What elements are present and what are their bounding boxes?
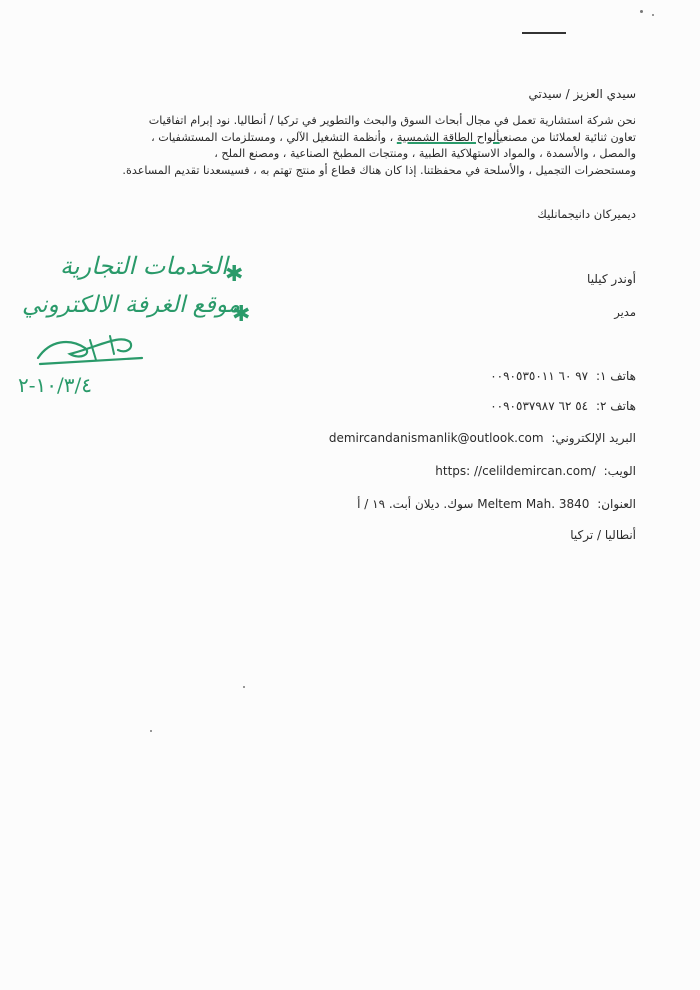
body-line: والمصل ، والأسمدة ، والمواد الاستهلاكية الطبية ، ومنتجات المطبخ الصناعية ، ومصنع الملح ، [214, 147, 636, 160]
handwritten-date: ١٠/٣/٤-٢ [18, 373, 92, 397]
body-line-part: تعاون ثنائية لعملائنا من مصنعي [499, 130, 636, 144]
asterisk-icon: ✱ [225, 262, 244, 287]
address-arabic: سوك. ديلان أبت. ١٩ / أ [357, 497, 474, 511]
web-value[interactable]: https: //celildemircan.com/ [435, 464, 596, 478]
underlined-phrase: ألواح الطاقة الشمسية [396, 130, 500, 144]
phone-2-value: ٥٤ ٦٢ ٠٠٩٠٥٣٧٩٨٧ [490, 399, 589, 413]
email-label: البريد الإلكتروني: [551, 431, 636, 445]
handwritten-signature [30, 330, 150, 370]
salutation: سيدي العزيز / سيدتي [528, 87, 636, 101]
body-line-part: ، وأنظمة التشغيل الآلي ، ومستلزمات المستشفيات ، [151, 130, 394, 144]
handwritten-note-1: الخدمات التجارية [60, 252, 228, 280]
handwritten-note-2: موقع الغرفة الالكتروني [22, 292, 241, 318]
website [435, 463, 636, 479]
phone-2 [490, 398, 636, 414]
phone-1 [490, 368, 636, 384]
email [329, 430, 636, 446]
phone-2-label: هاتف ٢: [595, 399, 636, 413]
phone-1-value: ٩٧ ٦٠ ٠٠٩٠٥٣٥٠١١ [490, 369, 589, 383]
asterisk-icon: ✱ [232, 302, 251, 327]
web-label: الويب: [603, 464, 636, 478]
signatory-name: أوندر كيليا [587, 272, 636, 286]
body-line [76, 130, 636, 147]
body-line: ومستحضرات التجميل ، والأسلحة في محفظتنا. إذا كان هناك قطاع أو منتج تهتم به ، فسيسعدنا تقديم المساعدة. [122, 163, 636, 177]
scan-speck [652, 14, 654, 16]
address [357, 496, 636, 512]
signatory-title: مدير [614, 305, 636, 319]
scan-speck [243, 686, 245, 688]
top-rule [522, 32, 566, 34]
scan-speck [150, 730, 152, 732]
email-value[interactable]: demircandanismanlik@outlook.com [328, 431, 544, 445]
address-label: العنوان: [597, 497, 636, 511]
phone-1-label: هاتف ١: [595, 369, 636, 383]
address-latin: Meltem Mah. 3840 [477, 497, 590, 511]
scan-speck [640, 10, 643, 13]
company-name: ديميركان دانيجمانليك [537, 207, 636, 221]
body-line: نحن شركة استشارية تعمل في مجال أبحاث السوق والبحث والتطوير في تركيا / أنطاليا. نود إبرام اتفاقيات [148, 114, 636, 127]
country: أنطاليا / تركيا [570, 528, 636, 542]
letter-body [76, 113, 636, 179]
